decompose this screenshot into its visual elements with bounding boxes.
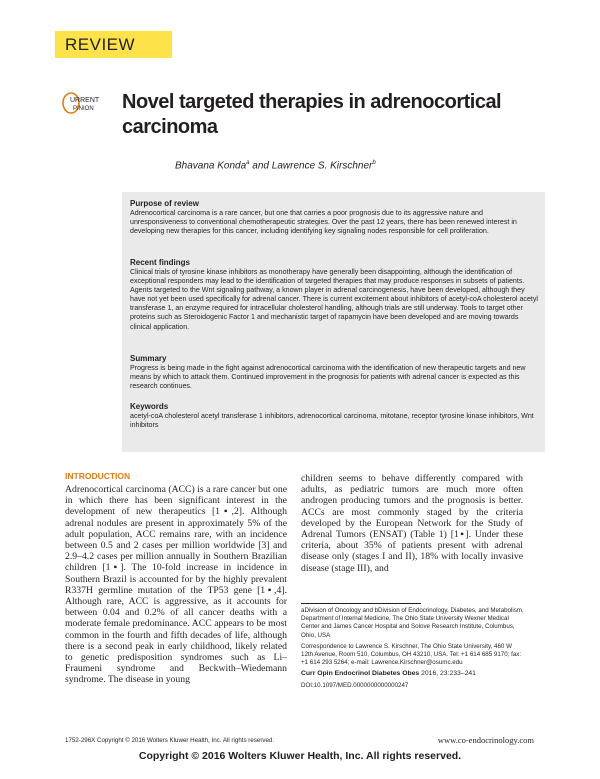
affiliation-note: aDivision of Oncology and bDivision of Endocrinology, Diabetes, and Metabolism, Department of Internal Medicine, The Ohio State University Wexner Medical Center and James Cancer Hospital and Solove Research Institute, Columbus, Ohio, USA [301, 607, 524, 639]
footnotes [301, 607, 525, 693]
doi: DOI:10.1097/MED.0000000000000247 [301, 681, 409, 689]
summary-heading: Summary [130, 354, 167, 363]
abstract-findings [130, 258, 540, 332]
introduction-heading: INTRODUCTION [65, 471, 131, 481]
author-1-affiliation: a [246, 160, 250, 166]
journal-name: Curr Opin Endocrinol Diabetes Obes [301, 670, 420, 678]
journal-citation [301, 670, 525, 678]
abstract-purpose [130, 199, 540, 236]
svg-text:URRENT: URRENT [70, 97, 100, 104]
author-2-affiliation: b [372, 160, 376, 166]
authors-and: and [249, 160, 272, 172]
footnote-rule [301, 603, 421, 604]
article-title: Novel targeted therapies in adrenocortical carcinoma [122, 91, 502, 138]
purpose-text: Adrenocortical carcinoma is a rare cancer, but one that carries a poor prognosis due to its aggressive nature and unresponsiveness to conventional chemotherapeutic strategies. Over the past 12 years, there has been renewed interest in developing new therapies for this cancer, including identifying key signaling nodes responsible for cell proliferation. [130, 209, 517, 236]
intro-left-column: Adrenocortical carcinoma (ACC) is a rare cancer but one in which there has been significant interest in the development of new therapeutics [1▪,2]. Although adrenal nodules are present in approximately 5% of the adult population, ACC remains rare, with an incidence between 0.5 and 2 cases per million worldwide [3] and 2.9–4.2 cases per million annually in Southern Brazilian children [1▪]. The 10-fold increase in incidence in Southern Brazil is accounted for by the highly prevalent R337H germline mutation of the TP53 gene [1▪,4]. Although rare, ACC is aggressive, as it accounts for between 0.04 and 0.2% of all cancer deaths with a moderate female predominance. ACC appears to be most common in the fourth and fifth decades of life, although there is a second peak in early childhood, likely related to genetic predisposition syndromes such as Li–Fraumeni syndrome and Beckwith–Wiedemann syndrome. The disease in young [65, 484, 287, 686]
svg-text:PINION: PINION [73, 106, 94, 112]
findings-text: Clinical trials of tyrosine kinase inhibitors as monotherapy have generally been disappointing, although the identification of exceptional responders may lead to the identification of targeted therapies that may produce responses in subsets of patients. Agents targeted to the Wnt signaling pathway, a known player in adrenal carcinogenesis, have been developed, although they have not yet been used specifically for adrenal cancer. There is current excitement about inhibitors of acetyl-coA cholesterol acetyl transferase 1, an enzyme required for intracellular cholesterol handling, although trials are still underway. Tools to target other proteins such as Steroidogenic Factor 1 and mechanistic target of rapamycin have been developed and are moving towards clinical application. [130, 268, 538, 331]
authors [175, 160, 376, 171]
summary-text: Progress is being made in the fight against adrenocortical carcinoma with the identification of new therapeutic targets and new means by which to attack them. Continued improvement in the prognosis for patients with adrenal cancer is expected as this research continues. [130, 364, 526, 391]
keywords-text: acetyl-coA cholesterol acetyl transferase 1 inhibitors, adrenocortical carcinoma, mitotane, receptor tyrosine kinase inhibitors, Wnt inhibitors [130, 412, 534, 430]
intro-right-column: children seems to behave differently compared with adults, as pediatric tumors are much more often androgen producing tumors and the prognosis is better. ACCs are most commonly staged by the criteria developed by the European Network for the Study of Adrenal Tumors (ENSAT) (Table 1) [1▪]. Under these criteria, about 35% of patients present with adrenal disease only (stages I and II), 18% with locally invasive disease (stage III), and [301, 473, 523, 574]
abstract-keywords [130, 402, 540, 430]
author-2: Lawrence S. Kirschner [271, 160, 373, 172]
journal-volume: 2016, 23:233–241 [419, 670, 476, 678]
findings-heading: Recent findings [130, 258, 191, 267]
review-banner: REVIEW [55, 31, 172, 58]
copyright-bar: Copyright © 2016 Wolters Kluwer Health, Inc. All rights reserved. [138, 750, 462, 762]
purpose-heading: Purpose of review [130, 199, 199, 208]
author-1: Bhavana Konda [175, 160, 247, 172]
correspondence-note: Correspondence to Lawrence S. Kirschner, The Ohio State University, 460 W 12th Avenue, Room 510, Columbus, OH 43210, USA. Tel: +1 614 685 9170; fax: +1 614 293 5264; e-mail: Lawrence.Kirschner@osumc.edu [301, 642, 522, 667]
footer-copyright: 1752-296X Copyright © 2016 Wolters Kluwer Health, Inc. All rights reserved. [65, 737, 275, 744]
current-opinion-logo [62, 91, 112, 115]
journal-website-link[interactable]: www.co-endocrinology.com [437, 735, 534, 745]
keywords-heading: Keywords [130, 402, 169, 411]
abstract-summary [130, 354, 540, 391]
